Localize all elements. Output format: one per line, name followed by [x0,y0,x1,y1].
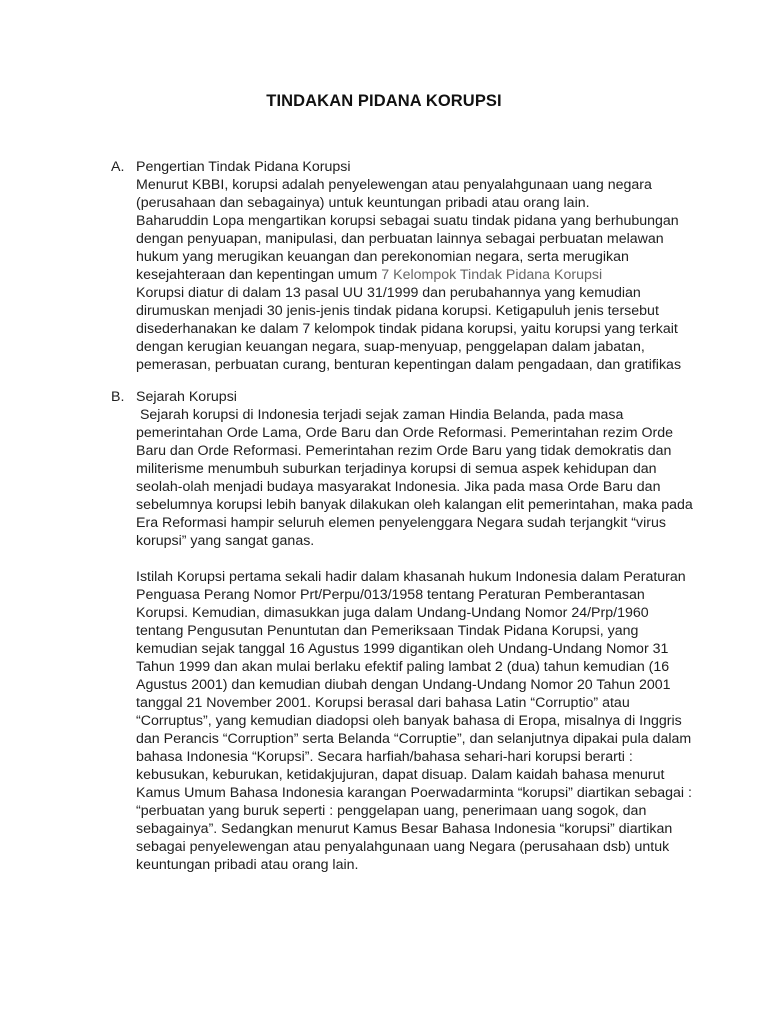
text-line: kebusukan, keburukan, ketidakjujuran, dapat disuap. Dalam kaidah bahasa menurut [136,767,665,783]
text-line: sebagainya”. Sedangkan menurut Kamus Besar Bahasa Indonesia “korupsi” diartikan [136,821,673,837]
section-a-heading: Pengertian Tindak Pidana Korupsi [136,159,351,175]
text-line: Baru dan Orde Reformasi. Pemerintahan rezim Orde Baru yang tidak demokratis dan [136,443,672,459]
text-line: Era Reformasi hampir seluruh elemen penyelenggara Negara sudah terjangkit “virus [136,515,666,531]
paragraph-istilah [136,568,696,874]
section-a-body [136,158,696,374]
text-line: Korupsi diatur di dalam 13 pasal UU 31/1999 dan perubahannya yang kemudian [136,285,641,301]
text-line: Kamus Umum Bahasa Indonesia karangan Poerwadarminta “korupsi” diartikan sebagai : [136,785,692,801]
text-line: Menurut KBBI, korupsi adalah penyelewengan atau penyalahgunaan uang negara [136,177,652,193]
text-line: Korupsi. Kemudian, dimasukkan juga dalam Undang-Undang Nomor 24/Prp/1960 [136,605,649,621]
section-b-heading: Sejarah Korupsi [136,389,237,405]
text-line: dengan penyuapan, manipulasi, dan perbuatan lainnya sebagai perbuatan melawan [136,231,664,247]
text-line: dirumuskan menjadi 30 jenis-jenis tindak pidana korupsi. Ketigapuluh jenis tersebut [136,303,659,319]
text-line: korupsi” yang sangat ganas. [136,533,315,549]
text-line: “perbuatan yang buruk seperti : penggelapan uang, penerimaan uang sogok, dan [136,803,647,819]
text-line: pemerasan, perbuatan curang, benturan kepentingan dalam pengadaan, dan gratifikas [136,357,682,373]
text-line: dengan kerugian keuangan negara, suap-menyuap, penggelapan dalam jabatan, [136,339,645,355]
kelompok-korupsi-link[interactable]: 7 Kelompok Tindak Pidana Korupsi [381,267,603,283]
text-line: seolah-olah menjadi budaya masyarakat Indonesia. Jika pada masa Orde Baru dan [136,479,661,495]
section-a-marker: A. [111,159,125,175]
paragraph-gap [136,550,696,568]
text-line: tanggal 21 November 2001. Korupsi berasal dari bahasa Latin “Corruptio” atau [136,695,630,711]
text-line: Penguasa Perang Nomor Prt/Perpu/013/1958 tentang Peraturan Pemberantasan [136,587,645,603]
text-line: hukum yang merugikan keuangan dan perekonomian negara, serta merugikan [136,249,629,265]
text-line-with-link [136,266,696,284]
section-b-body [136,388,696,874]
text-line: Sejarah korupsi di Indonesia terjadi sejak zaman Hindia Belanda, pada masa [136,407,624,423]
text-line: sebagai penyelewengan atau penyalahgunaan uang Negara (perusahaan dsb) untuk [136,839,670,855]
document-title: TINDAKAN PIDANA KORUPSI [266,92,502,110]
text-line: bahasa Indonesia “Korupsi”. Secara harfiah/bahasa sehari-hari korupsi berarti : [136,749,633,765]
text-line: pemerintahan Orde Lama, Orde Baru dan Orde Reformasi. Pemerintahan rezim Orde [136,425,674,441]
text-line: sebelumnya korupsi lebih banyak dilakukan oleh kalangan elit pemerintahan, maka pada [136,497,693,513]
text-line: disederhanakan ke dalam 7 kelompok tindak pidana korupsi, yaitu korupsi yang terkait [136,321,678,337]
text-line: kemudian sejak tanggal 16 Agustus 1999 digantikan oleh Undang-Undang Nomor 31 [136,641,669,657]
text-line: dan Perancis “Corruption” serta Belanda “Corruptie”, dan selanjutnya dipakai pula dalam [136,731,692,747]
section-b-marker: B. [111,389,125,405]
text-line: (perusahaan dan sebagainya) untuk keuntungan pribadi atau orang lain. [136,195,590,211]
text-segment: kesejahteraan dan kepentingan umum [136,267,382,283]
text-line: Tahun 1999 dan akan mulai berlaku efektif paling lambat 2 (dua) tahun kemudian (16 [136,659,670,675]
text-line: Istilah Korupsi pertama sekali hadir dalam khasanah hukum Indonesia dalam Peraturan [136,569,686,585]
text-line: Agustus 2001) dan kemudian diubah dengan Undang-Undang Nomor 20 Tahun 2001 [136,677,671,693]
text-line: keuntungan pribadi atau orang lain. [136,857,359,873]
text-line: tentang Pengusutan Penuntutan dan Pemeriksaan Tindak Pidana Korupsi, yang [136,623,639,639]
text-line: “Corruptus”, yang kemudian diadopsi oleh banyak bahasa di Eropa, misalnya di Inggris [136,713,682,729]
text-line: militerisme menumbuh suburkan terjadinya korupsi di semua aspek kehidupan dan [136,461,657,477]
text-line: Baharuddin Lopa mengartikan korupsi sebagai suatu tindak pidana yang berhubungan [136,213,679,229]
paragraph-sejarah [136,406,696,550]
